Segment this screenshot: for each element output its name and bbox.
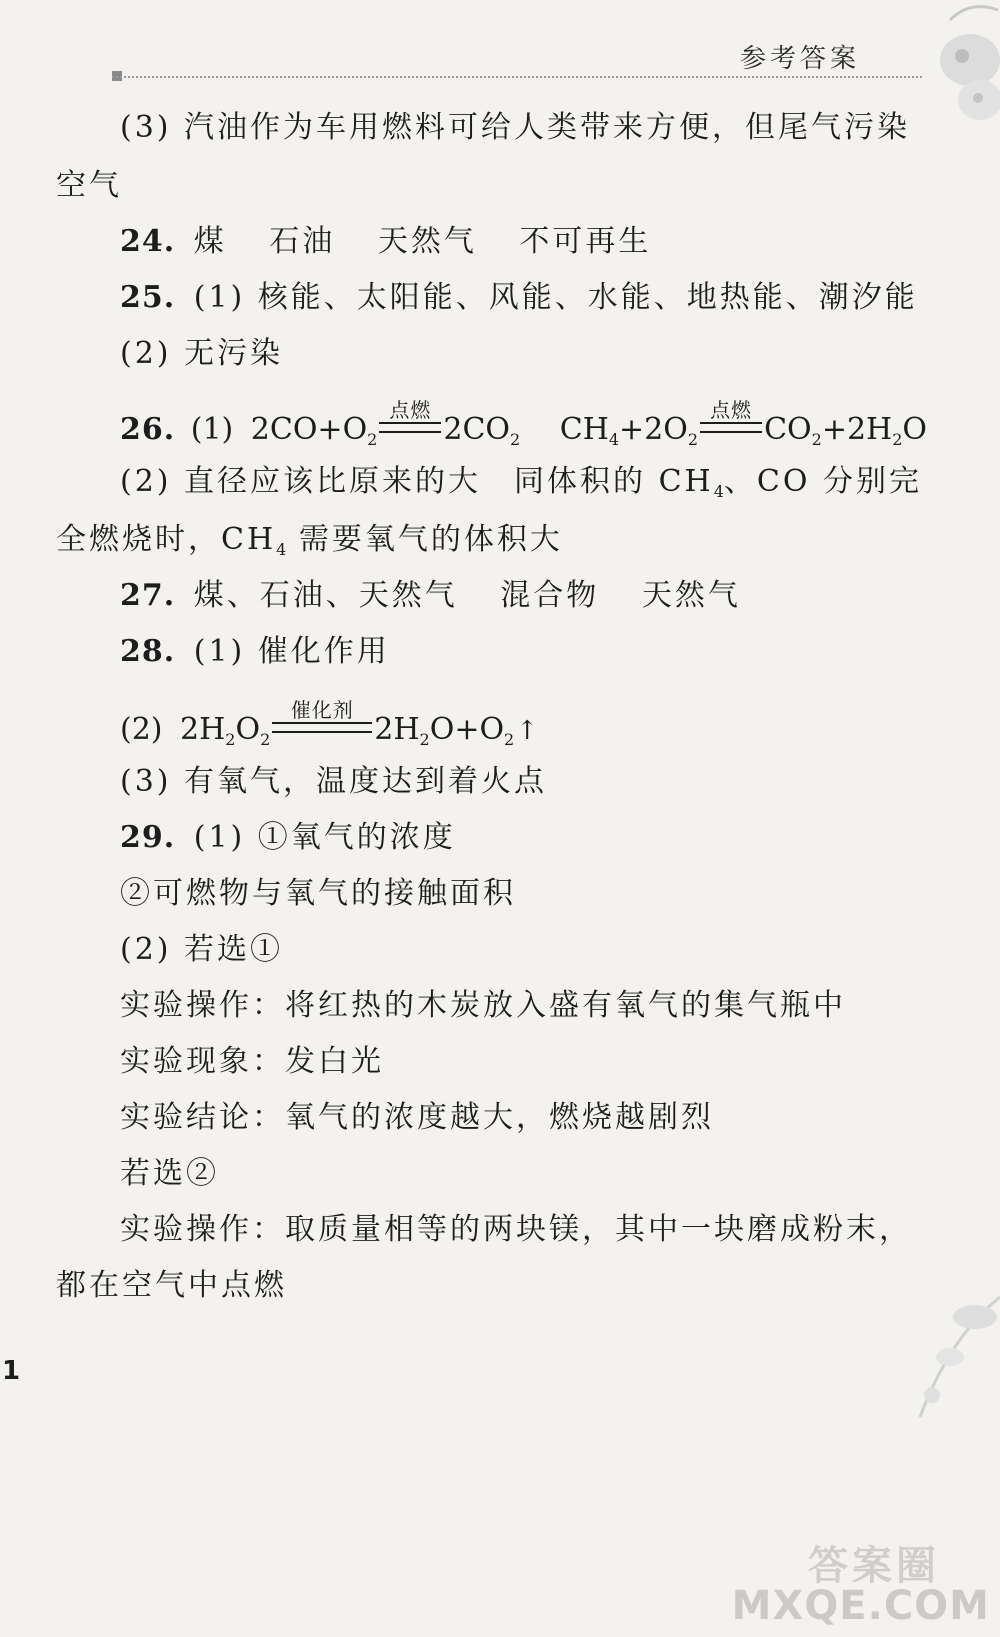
answer-part: 不可再生 xyxy=(519,224,652,259)
question-number: 27. xyxy=(120,578,176,613)
answer-25-2: (2) 无污染 xyxy=(120,336,284,371)
question-number: 24. xyxy=(120,224,176,259)
answer-25-1 xyxy=(120,278,918,318)
equation-h2o2-decomposition: $2H_2O_2$ 催化剂 $2H_2O+O_2↑$ xyxy=(180,698,539,749)
answer-29-2: (2) 若选① xyxy=(120,932,284,967)
watermark-logo: MXQE.COM xyxy=(731,1583,990,1629)
reaction-condition: 催化剂 xyxy=(272,704,372,739)
answer-29-1b: ②可燃物与氧气的接触面积 xyxy=(120,876,516,911)
answer-23-3-line2: 空气 xyxy=(56,168,122,203)
reaction-condition: 点燃 xyxy=(379,404,441,439)
answer-28-1 xyxy=(120,632,390,672)
answer-part: 天然气 xyxy=(377,224,477,259)
experiment-operation-1: 实验操作：将红热的木炭放入盛有氧气的集气瓶中 xyxy=(120,988,846,1023)
experiment-conclusion-1: 实验结论：氧气的浓度越大，燃烧越剧烈 xyxy=(120,1100,714,1135)
answer-text: (1) 催化作用 xyxy=(193,634,390,669)
answer-24 xyxy=(120,222,651,262)
experiment-operation-2-line1: 实验操作：取质量相等的两块镁，其中一块磨成粉末， xyxy=(120,1212,912,1247)
answer-part: 天然气 xyxy=(641,578,741,613)
header-rule xyxy=(112,76,922,78)
answer-23-3-line1: (3) 汽油作为车用燃料可给人类带来方便，但尾气污染 xyxy=(120,110,911,145)
experiment-operation-2-line2: 都在空气中点燃 xyxy=(56,1268,287,1303)
question-number: 28. xyxy=(120,634,176,669)
answer-28-2 xyxy=(120,698,539,760)
reaction-condition: 点燃 xyxy=(700,404,762,439)
question-number: 29. xyxy=(120,820,176,855)
sub-label: (1) xyxy=(190,412,234,447)
answer-part: 石油 xyxy=(269,224,336,259)
answer-27 xyxy=(120,576,741,616)
sub-label: (2) xyxy=(120,712,163,747)
answer-26-2-line2: 全燃烧时，$CH_4$ 需要氧气的体积大 xyxy=(56,522,563,559)
equation-ch4-combustion: $CH_4+2O_2$ 点燃 $CO_2+2H_2O$ xyxy=(559,398,927,449)
watermark-logo-cn: 答案圈 xyxy=(808,1543,940,1589)
page-number: 1 xyxy=(2,1356,21,1386)
alternative-choice: 若选② xyxy=(120,1156,219,1191)
butterfly-decoration-icon xyxy=(910,0,1000,140)
answer-part: 煤、石油、天然气 xyxy=(193,578,458,613)
equation-co-combustion: $2CO+O_2$ 点燃 $2CO_2$ xyxy=(250,398,521,449)
experiment-phenomenon-1: 实验现象：发白光 xyxy=(120,1044,384,1079)
question-number: 25. xyxy=(120,280,176,315)
page-header-title: 参考答案 xyxy=(739,44,860,74)
answer-28-3: (3) 有氧气，温度达到着火点 xyxy=(120,764,548,799)
answer-29-1 xyxy=(120,818,456,858)
question-number: 26. xyxy=(120,412,176,447)
answer-26-1 xyxy=(120,398,927,460)
answer-part: 煤 xyxy=(193,224,227,259)
answer-text: (1) 核能、太阳能、风能、水能、地热能、潮汐能 xyxy=(193,280,918,315)
answer-26-2-line1: (2) 直径应该比原来的大 同体积的 $CH_4$、CO 分别完 xyxy=(120,464,922,501)
answer-part: 混合物 xyxy=(500,578,600,613)
answer-text: (1) ①氧气的浓度 xyxy=(193,820,456,855)
gas-arrow-icon: ↑ xyxy=(516,716,539,746)
